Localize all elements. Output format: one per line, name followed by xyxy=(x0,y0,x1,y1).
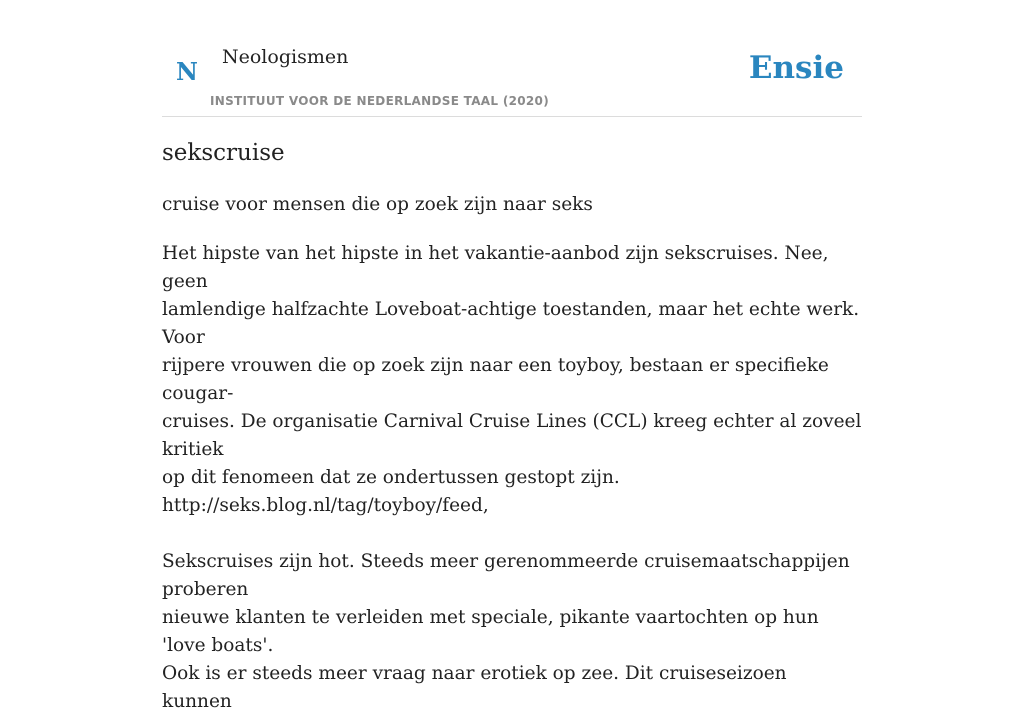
source-logo[interactable]: N xyxy=(176,57,198,86)
paragraph-gap xyxy=(162,520,862,548)
brand-logo-link[interactable]: Ensie xyxy=(748,50,844,86)
example-line: cruises. De organisatie Carnival Cruise Lines (CCL) kreeg echter al zoveel kritiek xyxy=(162,411,862,460)
example-line: lamlendige halfzachte Loveboat-achtige toestanden, maar het echte werk. Voor xyxy=(162,299,860,348)
source-header xyxy=(162,0,862,117)
example-line: op dit fenomeen dat ze ondertussen gestopt zijn. xyxy=(162,467,620,488)
example-line: Ook is er steeds meer vraag naar erotiek op zee. Dit cruiseseizoen kunnen xyxy=(162,663,787,712)
example-text xyxy=(162,240,862,716)
example-line: Het hipste van het hipste in het vakantie-aanbod zijn sekscruises. Nee, geen xyxy=(162,243,829,292)
definition: cruise voor mensen die op zoek zijn naar seks xyxy=(162,194,593,215)
example-line: nieuwe klanten te verleiden met speciale, pikante vaartochten op hun 'love boats'. xyxy=(162,607,819,656)
entry-card xyxy=(162,0,862,712)
source-title[interactable]: Neologismen xyxy=(222,46,349,68)
example-line: rijpere vrouwen die op zoek zijn naar een toyboy, bestaan er specifieke cougar- xyxy=(162,355,829,404)
source-url: http://seks.blog.nl/tag/toyboy/feed, xyxy=(162,495,489,516)
example-line: Sekscruises zijn hot. Steeds meer gerenommeerde cruisemaatschappijen proberen xyxy=(162,551,850,600)
headword: sekscruise xyxy=(162,140,285,166)
source-subtitle: INSTITUUT VOOR DE NEDERLANDSE TAAL (2020) xyxy=(210,94,549,108)
